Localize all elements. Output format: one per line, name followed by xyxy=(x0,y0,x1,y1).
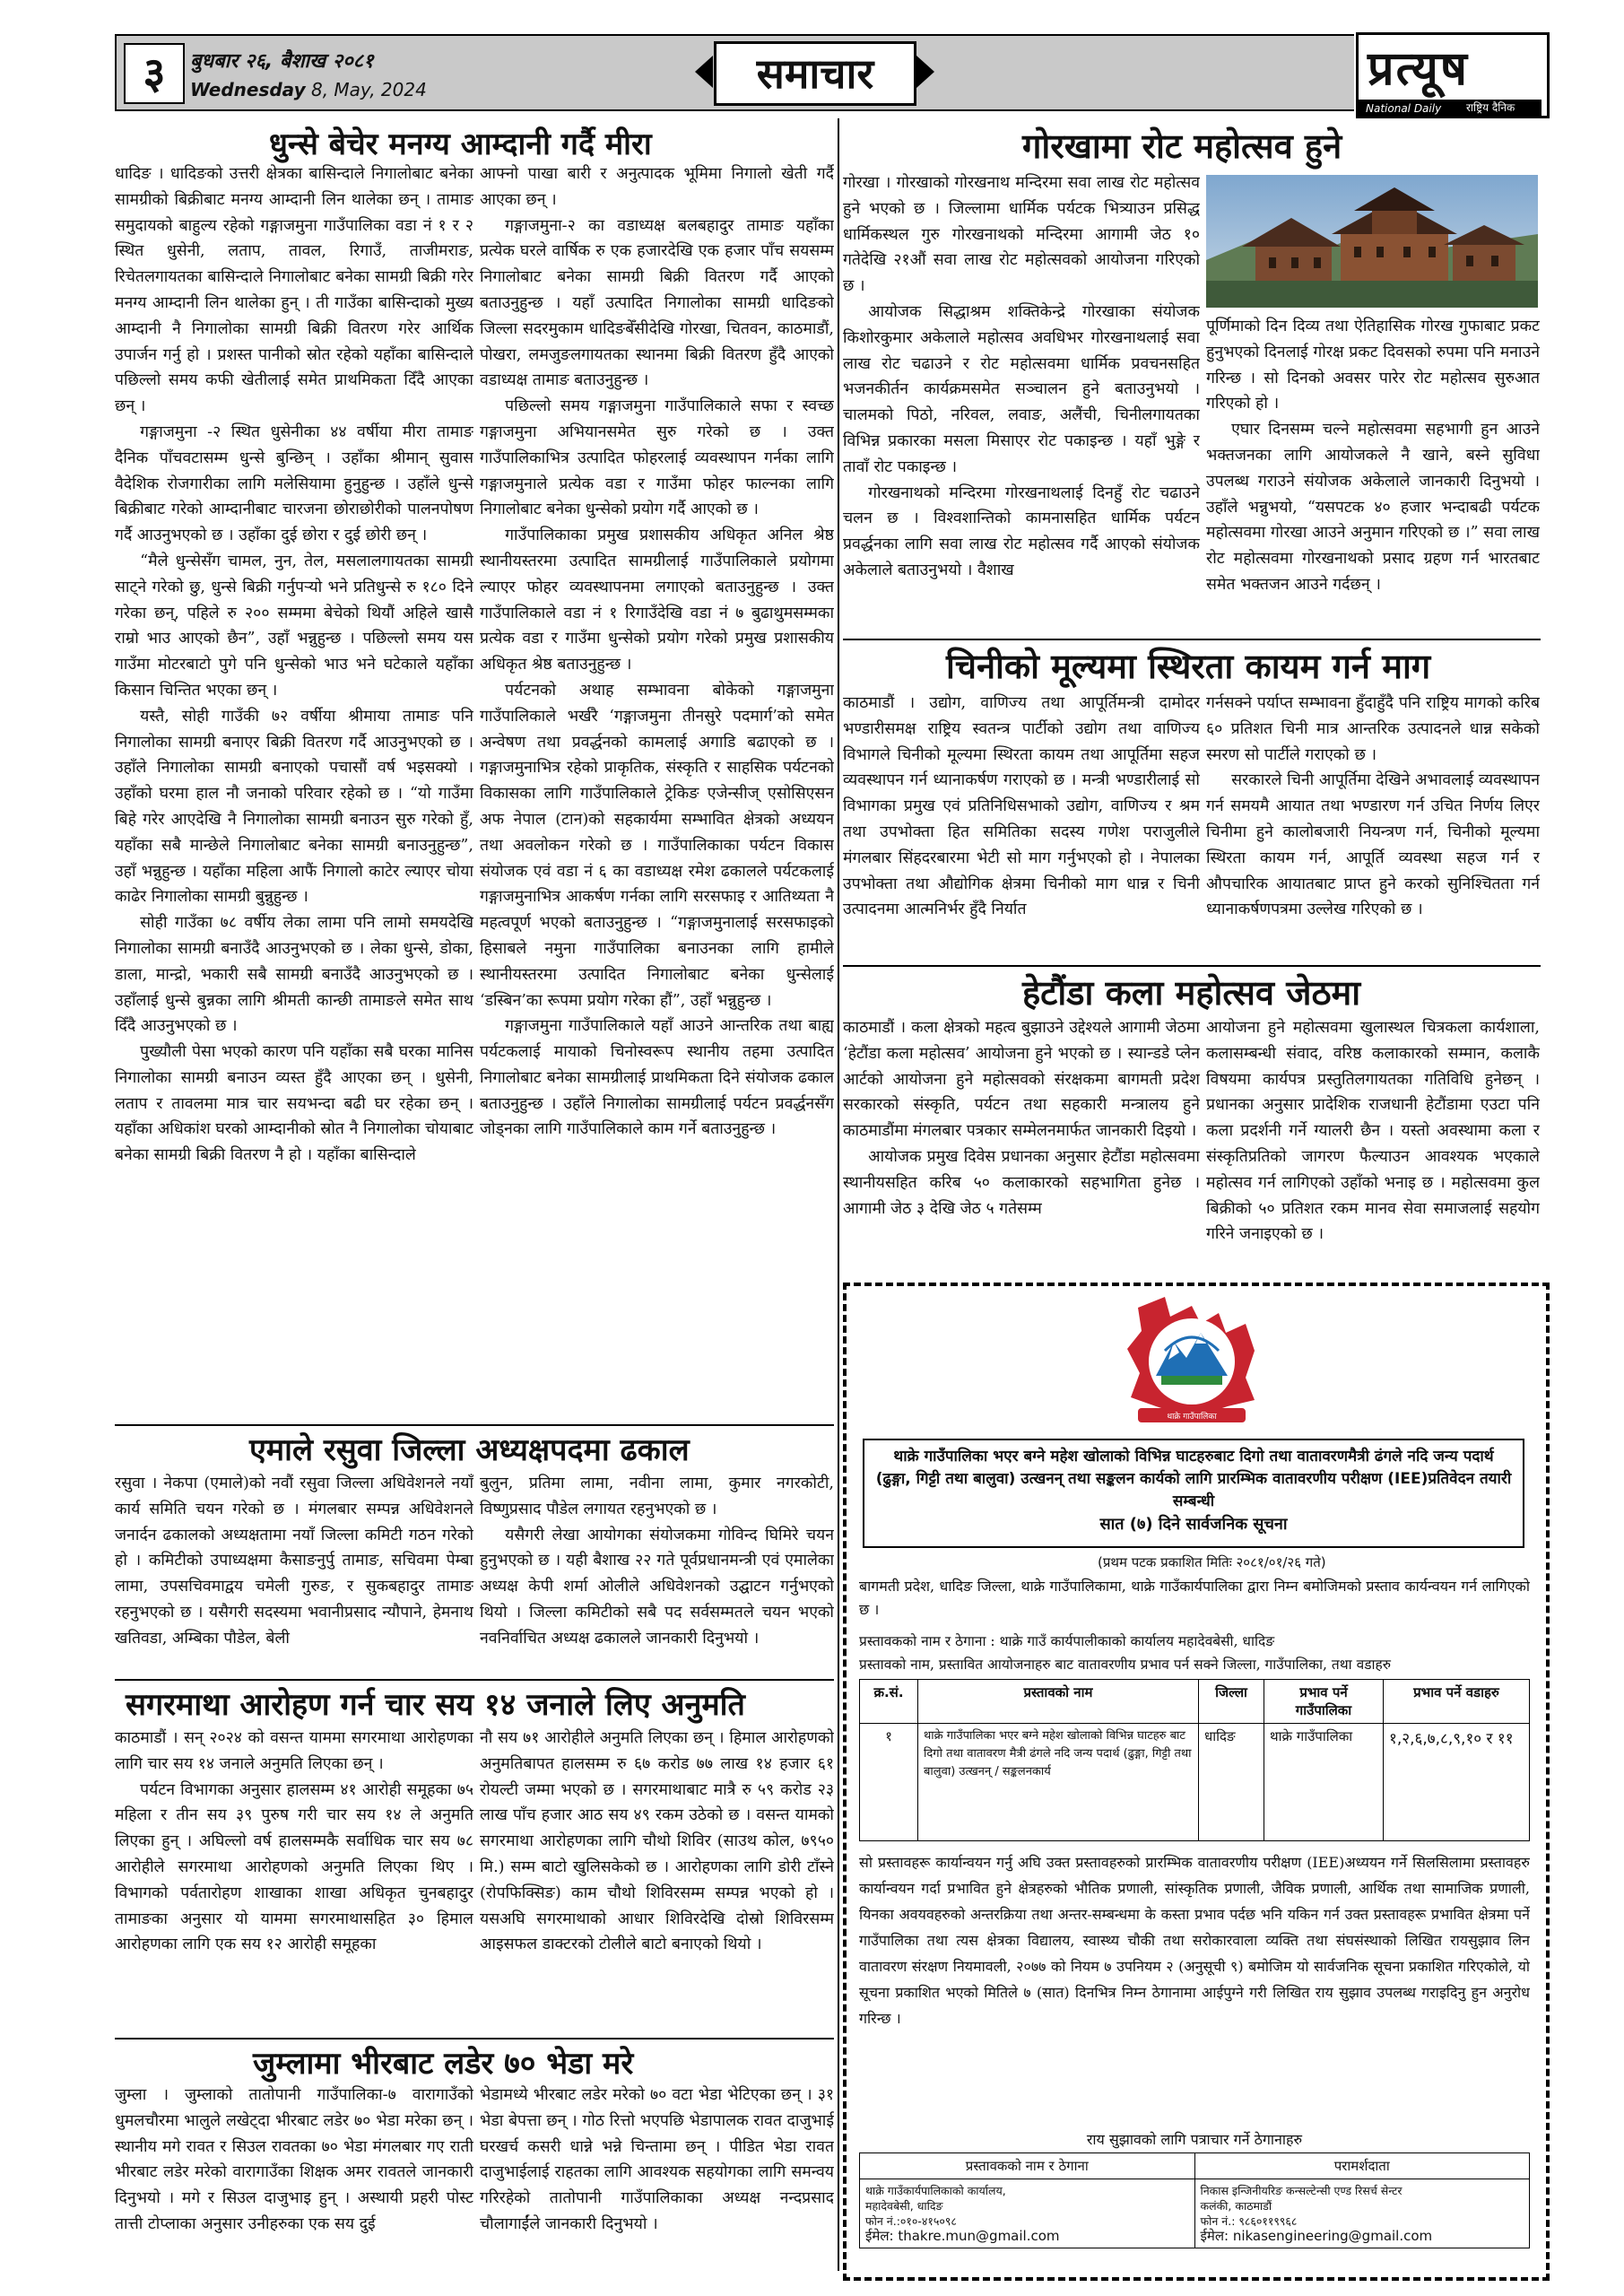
table-header: प्रभाव पर्ने गाउँपालिका xyxy=(1264,1680,1384,1724)
article-jumla-col2 xyxy=(480,2083,834,2266)
paragraph: गोरखनाथको मन्दिरमा गोरखनाथलाई दिनहुँ रोट चढाउने चलन छ । विश्वशान्तिको कामनासहित धार्मिक पर्यटन प्रवर्द्धनका लागि सवा लाख रोट महोत्सव गर्दै आएको संयोजक अकेलाले बताउनुभयो । वैशाख xyxy=(843,483,1200,579)
contact-email[interactable]: ईमेल: thakre.mun@gmail.com xyxy=(865,2228,1060,2244)
paragraph: “मैले धुन्सेसँग चामल, नुन, तेल, मसलालगायतका सामग्री साट्ने गरेको छु, धुन्से बिक्री गर्नुपर्‍यो भने प्रतिधुन्से रु १८० दिने गरेका छन्, पहिले रु २०० सम्ममा बेचेको थियौं अहिले खासै राम्रो भाउ आएको छैन”, उहाँ भन्नुहुन्छ । पछिल्लो समय यस गाउँमा मोटरबाटो पुगे पनि धुन्सेको भाउ भने घटेकाले यहाँका किसान चिन्तित भएका छन् । xyxy=(115,552,473,700)
paragraph: आयोजना हुने महोत्सवमा खुलास्थल चित्रकला कार्यशाला, कलासम्बन्धी संवाद, वरिष्ठ कलाकारको सम्मान, कलाकै विषयमा कार्यपत्र प्रस्तुतिलगायतका गतिविधि हुनेछन् । प्रधानका अनुसार प्रादेशिक राजधानी हेटौंडामा एउटा पनि कला प्रदर्शनी गर्ने ग्यालरी छैन । यस्तो अवस्थामा कला र संस्कृतिप्रतिको जागरण फैल्याउन आवश्यक भएकाले महोत्सव गर्न लागिएको उहाँको भनाइ छ । महोत्सवमा कुल बिक्रीको ५० प्रतिशत रकम मानव सेवा समाजलाई सहयोग गरिने जनाइएको छ । xyxy=(1206,1019,1540,1244)
table-row xyxy=(860,1724,1530,1841)
paragraph: सो प्रस्तावहरू कार्यान्वयन गर्नु अघि उक्त प्रस्तावहरुको प्रारम्भिक वातावरणीय परीक्षण (IEE)अध्ययन गर्ने सिलसिलामा प्रस्तावहरु कार्यान्वयन गर्दा प्रभावित हुने क्षेत्रहरुको भौतिक प्रणाली, सांस्कृतिक प्रणाली, जैविक प्रणाली, आर्थिक तथा सामाजिक प्रणाली, यिनका अवयवहरुको अन्तरक्रिया तथा अन्तर-सम्बन्धमा के कस्ता प्रभाव पर्दछ भनि यकिन गर्न उक्त प्रस्तावहरू प्रभावित क्षेत्रमा पर्ने गाउँपालिका तथा त्यस क्षेत्रका विद्यालय, स्वास्थ्य चौकी तथा सरोकारवाला व्यक्ति तथा संघसंस्थाको लिखित रायसुझाव लिन वातावरण संरक्षण नियमावली, २०७७ को नियम ७ उपनियम २ (अनुसूची ९) बमोजिम यो सार्वजनिक सूचना प्रकाशित गरिएकोले, यो सूचना प्रकाशित भएको मितिले ७ (सात) दिनभित्र निम्न ठेगानामा आईपुग्ने गरी लिखित राय सुझाव उपलब्ध गराइदिनु हुन अनुरोध गरिन्छ । xyxy=(859,1854,1530,2027)
arrow-left-icon xyxy=(695,56,713,88)
paragraph: पछिल्लो समय गङ्गाजमुना गाउँपालिकाले सफा र स्वच्छ गङ्गाजमुना अभियानसमेत सुरु गरेको छ । उक्त गाउँपालिकाभित्र उत्पादित फोहरलाई व्यवस्थापन गर्नका लागि गङ्गाजमुनाले प्रत्येक वडा र गाउँमा फोहर फाल्नका लागि निगालोबाट बनेका धुन्सेको प्रयोग गर्दै आएको छ । xyxy=(480,397,834,519)
date-english-rest: 8, May, 2024 xyxy=(310,79,427,100)
paragraph: पर्यटन विभागका अनुसार हालसम्म ४१ आरोही समूहका ७५ महिला र तीन सय ३९ पुरुष गरी चार सय १४ ले अनुमति लिएका हुन् । अघिल्लो वर्ष हालसम्मकै सर्वाधिक चार सय ७८ आरोहीले सगरमाथा आरोहणको अनुमति लिएका थिए । विभागको पर्वतारोहण शाखाका शाखा अधिकृत चुनबहादुर तामाङका अनुसार यो याममा सगरमाथासहित ३० हिमाल आरोहणका लागि एक सय १२ आरोही समूहका xyxy=(115,1780,473,1954)
contact-header-row xyxy=(860,2153,1530,2179)
contact-col2-head: परामर्शदाता xyxy=(1194,2153,1530,2179)
table-header: क्र.सं. xyxy=(860,1680,918,1724)
paragraph: सोही गाउँका ७८ वर्षीय लेका लामा पनि लामो समयदेखि निगालोका सामग्री बनाउँदै आउनुभएको छ । लेका धुन्से, डोका, डाला, मान्द्रो, भकारी सबै सामग्री बनाउँदै आउनुभएको छ । उहाँलाई धुन्से बुन्नका लागि श्रीमती कान्छी तामाङले समेत साथ दिँदै आउनुभएको छ । xyxy=(115,914,473,1036)
paragraph: आयोजक प्रमुख दिवेस प्रधानका अनुसार हेटौंडा महोत्सवमा स्थानीयसहित करिब ५० कलाकारको सहभागिता हुनेछ । आगामी जेठ ३ देखि जेठ ५ गतेसम्म xyxy=(843,1147,1200,1218)
logo-sub-en: National Daily xyxy=(1366,102,1442,115)
divider xyxy=(115,1424,834,1426)
paragraph: आफ्नो पाखा बारी र अनुत्पादक भूमिमा निगालो खेती गर्दै आएका छन् । xyxy=(480,165,834,209)
paragraph: एघार दिनसम्म चल्ने महोत्सवमा सहभागी हुन आउने भक्तजनका लागि आयोजकले नै खाने, बस्ने सुविधा उपलब्ध गराउने संयोजक अकेलाले जानकारी दिनुभयो । उहाँले भन्नुभयो, “यसपटक ४० हजार भन्दाबढी पर्यटक महोत्सवमा गोरखा आउने अनुमान गरिएको छ ।” सवा लाख रोट महोत्सवमा गोरखनाथको प्रसाद ग्रहण गर्न भारतबाट समेत भक्तजन आउने गर्दछन् । xyxy=(1206,421,1540,594)
table-cell: १,२,६,७,८,९,१० र ११ xyxy=(1384,1724,1530,1841)
logo-title: प्रत्यूष xyxy=(1368,41,1469,96)
paragraph: नौ सय ७१ आरोहीले अनुमति लिएका छन् । हिमाल आरोहणको अनुमतिबापत हालसम्म रु ६७ करोड ७७ लाख १४ हजार ६१ रोयल्टी जम्मा भएको छ । सगरमाथाबाट मात्रै रु ५९ करोड २३ लाख पाँच हजार आठ सय ४९ रकम उठेको छ । वसन्त यामको सगरमाथा आरोहणका लागि चौथो शिविर (साउथ कोल, ७९५० मि.) सम्म बाटो खुलिसकेको छ । आरोहणका लागि डोरी टाँस्ने (रोपफिक्सिङ) काम चौथो शिविरसम्म सम्पन्न भएको हो । यसअघि सगरमाथाको आधार शिविरदेखि दोस्रो शिविरसम्म आइसफल डाक्टरको टोलीले बाटो बनाएको थियो । xyxy=(480,1729,834,1954)
divider xyxy=(115,1679,834,1681)
article-dhunse-col1 xyxy=(115,161,473,1422)
headline-dhunse: धुन्से बेचेर मनग्य आम्दानी गर्दै मीरा xyxy=(269,126,652,162)
article-jumla-col1 xyxy=(115,2083,473,2266)
contact-table xyxy=(859,2152,1530,2248)
headline-emale: एमाले रसुवा जिल्ला अध्यक्षपदमा ढकाल xyxy=(249,1432,690,1468)
paragraph: यसैगरी लेखा आयोगका संयोजकमा गोविन्द घिमिरे चयन हुनुभएको छ । यही बैशाख २२ गते पूर्वप्रधानमन्त्री एवं एमालेका अध्यक्ष केपी शर्मा ओलीले अधिवेशनको उद्घाटन गर्नुभएको थियो । जिल्ला कमिटीको सबै पद सर्वसम्मतले चयन भएको नवनिर्वाचित अध्यक्ष ढकालले जानकारी दिनुभयो । xyxy=(480,1526,834,1648)
article-emale-col1 xyxy=(115,1471,473,1677)
paragraph: काठमाडौं । उद्योग, वाणिज्य तथा आपूर्तिमन्त्री दामोदर भण्डारीसमक्ष राष्ट्रिय स्वतन्त्र पार्टीको उद्योग तथा वाणिज्य विभागले चिनीको मूल्यमा स्थिरता कायम तथा आपूर्तिमा सहज व्यवस्थापन गर्न ध्यानाकर्षण गराएको छ । मन्त्री भण्डारीलाई सो विभागका प्रमुख एवं प्रतिनिधिसभाको उद्योग, वाणिज्य र श्रम तथा उपभोक्ता हित समितिका सदस्य गणेश पराजुलीले मंगलबार सिंहदरबारमा भेटी सो माग गर्नुभएको हो । नेपालका उपभोक्ता तथा औद्योगिक क्षेत्रमा चिनीको माग धान्न र चिनी उत्पादनमा आत्मनिर्भर हुँदै निर्यात xyxy=(843,694,1200,919)
paragraph: गङ्गाजमुना गाउँपालिकाले यहाँ आउने आन्तरिक तथा बाह्य पर्यटकलाई मायाको चिनोस्वरूप स्थानीय तहमा उत्पादित निगालोबाट बनेका सामग्रीलाई प्राथमिकता दिने संयोजक ढकाल बताउनुहुन्छ । उहाँले निगालोका सामग्रीलाई पर्यटन प्रवर्द्धनसँग जोड्नका लागि गाउँपालिकाले काम गर्ने बताउनुहुन्छ । xyxy=(480,1017,834,1139)
section-title: समाचार xyxy=(714,41,916,106)
table-header: प्रभाव पर्ने वडाहरु xyxy=(1384,1680,1530,1724)
date-english xyxy=(190,79,427,100)
contact-col1 xyxy=(860,2179,1195,2248)
article-gorkha-col1 xyxy=(843,170,1200,637)
divider xyxy=(843,639,1541,640)
contact-heading: राय सुझावको लागि पत्राचार गर्ने ठेगानाहरु xyxy=(1086,2131,1303,2148)
headline-sagarmatha: सगरमाथा आरोहण गर्न चार सय १४ जनाले लिए अनुमति xyxy=(126,1687,745,1723)
paragraph: आयोजक सिद्धाश्रम शक्तिकेन्द्रे गोरखाका संयोजक किशोरकुमार अकेलाले महोत्सव अवधिभर गोरखनाथलाई सवा लाख रोट चढाउने र रोट महोत्सवमा धार्मिक प्रवचनसहित भजनकीर्तन कार्यक्रमसमेत सञ्चालन हुने बताउनुभयो । चालमको पिठो, नरिवल, लवाङ, अलैंची, चिनीलगायतका विभिन्न प्रकारका मसला मिसाएर रोट पकाइन्छ । यहाँ भुङ्गे र तावाँ रोट पकाइन्छ । xyxy=(843,302,1200,476)
notice-publish-date: (प्रथम पटक प्रकाशित मितिः २०८१/०१/२६ गते) xyxy=(1098,1554,1326,1570)
paragraph: गर्नसक्ने पर्याप्त सम्भावना हुँदाहुँदै पनि राष्ट्रिय मागको करिब ६० प्रतिशत चिनी मात्र आन्तरिक उत्पादनले धान्न सकेको स्मरण सो पार्टीले गराएको छ । xyxy=(1206,694,1540,764)
public-notice xyxy=(843,1283,1550,2281)
contact-line: कलंकी, काठमाडौं xyxy=(1200,2199,1272,2213)
paragraph: पर्यटनको अथाह सम्भावना बोकेको गङ्गाजमुना गाउँपालिकाले भर्खरै ‘गङ्गाजमुना तीनसुरे पदमार्ग’को समेत अन्वेषण तथा प्रवर्द्धनको कामलाई अगाडि बढाएको छ । गङ्गाजमुनाभित्र रहेको प्राकृतिक, संस्कृति र साहसिक पर्यटनको विकासका लागि गाउँपालिकाले ट्रेकिङ एजेन्सीज् एसोसिएसन अफ नेपाल (टान)को सहकार्यमा सम्भावित क्षेत्रको अध्ययन तथा अवलोकन गरेको छ । गाउँपालिकाका पर्यटन विकास संयोजक एवं वडा नं ६ का वडाध्यक्ष रमेश ढकालले पर्यटकलाई गङ्गाजमुनाभित्र आकर्षण गर्नका लागि सरसफाइ र आतिथ्यता नै महत्वपूर्ण भएको बताउनुहुन्छ । “गङ्गाजमुनालाई सरसफाइको हिसाबले नमुना गाउँपालिका बनाउनका लागि हामीले स्थानीयस्तरमा उत्पादित निगालोबाट बनेका धुन्सेलाई ‘डस्बिन’का रूपमा प्रयोग गरेका हौं”, उहाँ भन्नुहुन्छ । xyxy=(480,681,834,1010)
notice-table xyxy=(859,1679,1530,1841)
paragraph: बुलुन, प्रतिमा लामा, नवीना लामा, कुमार नगरकोटी, विष्णुप्रसाद पौडेल लगायत रहनुभएको छ । xyxy=(480,1474,834,1518)
paragraph: पूर्णिमाको दिन दिव्य तथा ऐतिहासिक गोरख गुफाबाट प्रकट हुनुभएको दिनलाई गोरक्ष प्रकट दिवसको रुपमा पनि मनाउने गरिन्छ । सो दिनको अवसर पारेर रोट महोत्सव सुरुआत गरिएको हो । xyxy=(1206,317,1540,413)
article-hetauda-col2 xyxy=(1206,1015,1540,1275)
contact-line: फोन नं.: ९८६०११९९६८ xyxy=(1200,2214,1298,2228)
table-header: प्रस्तावको नाम xyxy=(918,1680,1199,1724)
notice-affected: प्रस्तावको नाम, प्रस्तावित आयोजनाहरु बाट वातावरणीय प्रभाव पर्न सक्ने जिल्ला, गाउँपालिका, तथा वडाहरु xyxy=(859,1657,1392,1673)
date-box xyxy=(115,34,468,111)
paragraph: सरकारले चिनी आपूर्तिमा देखिने अभावलाई व्यवस्थापन गर्न समयमै आयात तथा भण्डारण गर्न उचित निर्णय लिएर चिनीमा हुने कालोबजारी नियन्त्रण गर्न, चिनीको मूल्यमा स्थिरता कायम गर्न, आपूर्ति व्यवस्था सहज गर्न र औपचारिक आयातबाट प्राप्त हुने करको सुनिश्चितता गर्न ध्यानाकर्षणपत्रमा उल्लेख गरिएको छ । xyxy=(1206,771,1540,919)
paragraph: धादिङ । धादिङको उत्तरी क्षेत्रका बासिन्दाले निगालोबाट बनेका सामग्रीको बिक्रीबाट मनग्य आम्दानी लिन थालेका छन् । तामाङ समुदायको बाहुल्य रहेको गङ्गाजमुना गाउँपालिका वडा नं १ र २ स्थित धुसेनी, लताप, तावल, रिगाउँ, ताजीमराङ, रिचेतलगायतका बासिन्दाले निगालोबाट बनेका सामग्री बिक्री गरेर मनग्य आम्दानी लिन थालेका हुन् । ती गाउँका बासिन्दाको मुख्य आम्दानी नै निगालोका सामग्री बिक्री वितरण गरेर आर्थिक उपार्जन गर्नु हो । प्रशस्त पानीको स्रोत रहेको यहाँका बासिन्दाले पछिल्लो समय कफी खेतीलाई समेत प्राथमिकता दिँदै आएका छन् । xyxy=(115,165,473,416)
emblem-label: थाक्रे गाउँपालिका xyxy=(1167,1413,1217,1422)
contact-line: थाक्रे गाउँकार्यपालिकाको कार्यालय, xyxy=(865,2184,1006,2197)
article-emale-col2 xyxy=(480,1471,834,1677)
page-number: ३ xyxy=(124,43,185,104)
article-dhunse-col2 xyxy=(480,161,834,1422)
table-cell: थाक्रे गाउँपालिका भएर बग्ने महेश खोलाको विभिन्न घाटहरु बाट दिगो तथा वातावरण मैत्री ढंगले नदि जन्य पदार्थ (ढुङ्गा, गिट्टी तथा बालुवा) उत्खनन् / सङ्कलनकार्य xyxy=(918,1724,1199,1841)
temple-image xyxy=(1206,175,1538,308)
contact-email[interactable]: ईमेल: nikasengineering@gmail.com xyxy=(1200,2228,1433,2244)
notice-proposer: प्रस्तावकको नाम र ठेगाना : थाक्रे गाउँ कार्यपालीकाको कार्यालय महादेवबेसी, धादिङ xyxy=(859,1633,1275,1649)
divider xyxy=(843,965,1541,967)
paragraph: रसुवा । नेकपा (एमाले)को नवौं रसुवा जिल्ला अधिवेशनले नयाँ कार्य समिति चयन गरेको छ । मंगलबार सम्पन्न अधिवेशनले जनार्दन ढकालको अध्यक्षतामा नयाँ जिल्ला कमिटी गठन गरेको हो । कमिटीको उपाध्यक्षमा कैसाङनुर्पु तामाङ, सचिवमा पेम्बा लामा, उपसचिवमाद्वय चमेली गुरुङ, र सुकबहादुर तामाङ रहनुभएको छ । यसैगरी सदस्यमा भवानीप्रसाद न्यौपाने, हेमनाथ खतिवडा, अम्बिका पौडेल, बेली xyxy=(115,1474,473,1648)
table-cell: धादिङ xyxy=(1199,1724,1264,1841)
notice-subtitle: सात (७) दिने सार्वजनिक सूचना xyxy=(1099,1515,1288,1534)
article-sagarmatha-col2 xyxy=(480,1726,834,2035)
paragraph: काठमाडौं । कला क्षेत्रको महत्व बुझाउने उद्देश्यले आगामी जेठमा ‘हेटौंडा कला महोत्सव’ आयोजना हुने भएको छ । स्यान्डडे प्लेन आर्टको आयोजना हुने महोत्सवको संरक्षकमा बागमती प्रदेश सरकारको संस्कृति, पर्यटन तथा सहकारी मन्त्रालय हुने काठमाडौंमा मंगलबार पत्रकार सम्मेलनमार्फत जानकारी दिइयो । xyxy=(843,1019,1200,1141)
notice-body xyxy=(859,1849,1530,2118)
notice-intro: बागमती प्रदेश, धादिङ जिल्ला, थाक्रे गाउँपालिकामा, थाक्रे गाउँकार्यपालिका द्वारा निम्न बमोजिमको प्रस्ताव कार्यन्वयन गर्न लागिएको छ । xyxy=(859,1578,1530,1618)
headline-hetauda: हेटौंडा कला महोत्सव जेठमा xyxy=(1022,973,1361,1013)
article-chini-col1 xyxy=(843,691,1200,964)
column-divider xyxy=(838,118,839,2271)
notice-title-box xyxy=(863,1439,1524,1548)
contact-col1-head: प्रस्तावकको नाम र ठेगाना xyxy=(860,2153,1195,2179)
paragraph: जुम्ला । जुम्लाको तातोपानी गाउँपालिका-७ वारागाउँको धुमलचौरमा भालुले लखेट्दा भीरबाट लडेर ७० भेडा मरेका छन् । स्थानीय मगे रावत र सिउल रावतका ७० भेडा मंगलबार गए राती भीरबाट लडेर मरेको वारागाउँका शिक्षक अमर रावतले जानकारी दिनुभयो । मगे र सिउल दाजुभाइ हुन् । अस्थायी प्रहरी पोस्ट तात्ती टोप्लाका अनुसार उनीहरुका एक सय दुई xyxy=(115,2086,473,2233)
headline-gorkha: गोरखामा रोट महोत्सव हुने xyxy=(1022,126,1342,166)
paragraph: पुख्यौली पेसा भएको कारण पनि यहाँका सबै घरका मानिस निगालोका सामग्री बनाउन व्यस्त हुँदै आएका छन् । धुसेनी, लताप र तावलमा मात्र चार सयभन्दा बढी घर रहेका छन् । यहाँका अधिकांश घरको आम्दानीको स्रोत नै निगालोका चोयाबाट बनेका सामग्री बिक्री वितरण नै हो । यहाँका बासिन्दाले xyxy=(115,1043,473,1165)
paragraph: गङ्गाजमुना-२ का वडाध्यक्ष बलबहादुर तामाङ यहाँका प्रत्येक घरले वार्षिक रु एक हजारदेखि एक हजार पाँच सयसम्म निगालोबाट बनेका सामग्री बिक्री वितरण गर्दै आएको बताउनुहुन्छ । यहाँ उत्पादित निगालोका सामग्री धादिङको जिल्ला सदरमुकाम धादिङबेँसीदेखि गोरखा, चितवन, काठमाडौं, पोखरा, लमजुङलगायतका स्थानमा बिक्री वितरण हुँदै आएको वडाध्यक्ष तामाङ बताउनुहुन्छ । xyxy=(480,216,834,390)
masthead-logo xyxy=(1356,32,1550,118)
notice-title: थाक्रे गाउँपालिका भएर बग्ने महेश खोलाको विभिन्न घाटहरुबाट दिगो तथा वातावरणमैत्री ढंगले नदि जन्य पदार्थ (ढुङ्गा, गिट्टी तथा बालुवा) उत्खनन् तथा सङ्कलन कार्यको लागि प्रारम्भिक वातावरणीय परीक्षण (IEE)प्रतिवेदन तयारी सम्बन्धी xyxy=(875,1448,1512,1510)
contact-line: निकास इन्जिनीयरिङ कन्सल्टेन्सी एण्ड रिसर्च सेन्टर xyxy=(1200,2184,1403,2197)
date-english-day: Wednesday xyxy=(190,79,306,100)
contact-line: महादेवबेसी, धादिङ xyxy=(865,2199,943,2213)
arrow-right-icon xyxy=(916,56,934,88)
headline-jumla: जुम्लामा भीरबाट लडेर ७० भेडा मरे xyxy=(253,2046,634,2082)
paragraph: यस्तै, सोही गाउँकी ७२ वर्षीया श्रीमाया तामाङ पनि निगालोका सामग्री बनाएर बिक्री वितरण गर्दै आउनुभएको छ । उहाँले निगालोका सामग्री बनाएको पचासौं वर्ष भइसक्यो । उहाँको घरमा हाल नौ जनाको परिवार रहेको छ । “यो गाउँमा बिहे गरेर आएदेखि नै निगालोका सामग्री बनाउन सुरु गरेको हुँ, यहाँका सबै मान्छेले निगालोबाट बनेका सामग्री बनाउनुहुन्छ”, उहाँ भन्नुहुन्छ । यहाँका महिला आफैं निगालो काटेर ल्याएर चोया काढेर निगालोका सामग्री बुन्नुहुन्छ । xyxy=(115,707,473,907)
article-sagarmatha-col1 xyxy=(115,1726,473,2035)
logo-bar xyxy=(1359,100,1541,116)
table-header-row xyxy=(860,1680,1530,1724)
table-cell: १ xyxy=(860,1724,918,1841)
article-gorkha-col2 xyxy=(1206,314,1540,637)
contact-row xyxy=(860,2179,1530,2248)
paragraph: गङ्गाजमुना -२ स्थित धुसेनीका ४४ वर्षीया मीरा तामाङ दैनिक पाँचवटासम्म धुन्से बुन्छिन् । उहाँका श्रीमान् सुवास वैदेशिक रोजगारीका लागि मलेसियामा हुनुहुन्छ । उहाँले धुन्से बिक्रीबाट गरेको आम्दानीबाट चारजना छोराछोरीको पालनपोषण गर्दै आउनुभएको छ । उहाँका दुई छोरा र दुई छोरी छन् । xyxy=(115,422,473,545)
article-hetauda-col1 xyxy=(843,1015,1200,1275)
divider xyxy=(115,2038,834,2039)
gorkha-temple-photo xyxy=(1206,175,1538,308)
date-nepali: बुधबार २६, बैशाख २०८१ xyxy=(190,50,374,73)
headline-chini: चिनीको मूल्यमा स्थिरता कायम गर्न माग xyxy=(946,647,1431,686)
emblem xyxy=(1120,1297,1264,1431)
table-cell: थाक्रे गाउँपालिका xyxy=(1264,1724,1384,1841)
paragraph: गाउँपालिकाका प्रमुख प्रशासकीय अधिकृत अनिल श्रेष्ठ स्थानीयस्तरमा उत्पादित सामग्रीलाई गाउँपालिकाले प्रयोगमा ल्याएर फोहर व्यवस्थापनमा लगाएको बताउनुहुन्छ । उक्त गाउँपालिकाले वडा नं १ रिगाउँदेखि वडा नं ७ बुढाथुमसम्मका प्रत्येक वडा र गाउँमा धुन्सेको प्रयोग गरेको प्रमुख प्रशासकीय अधिकृत श्रेष्ठ बताउनुहुन्छ । xyxy=(480,526,834,674)
paragraph: भेडामध्ये भीरबाट लडेर मरेको ७० वटा भेडा भेटिएका छन् । ३१ भेडा बेपत्ता छन् । गोठ रित्तो भएपछि भेडापालक रावत दाजुभाई घरखर्च कसरी धान्ने भन्ने चिन्तामा छन् । पीडित भेडा रावत दाजुभाईलाई राहतका लागि आवश्यक सहयोगका लागि समन्वय गरिरहेको तातोपानी गाउँपालिकाका अध्यक्ष नन्दप्रसाद चौलागाईंले जानकारी दिनुभयो । xyxy=(480,2086,834,2233)
article-chini-col2 xyxy=(1206,691,1540,964)
contact-line: फोन नं.:०१०-४१५०९८ xyxy=(865,2214,957,2228)
logo-sub-np: राष्ट्रिय दैनिक xyxy=(1466,101,1515,114)
paragraph: गोरखा । गोरखाको गोरखनाथ मन्दिरमा सवा लाख रोट महोत्सव हुने भएको छ । जिल्लामा धार्मिक पर्यटक भित्र्याउन प्रसिद्ध धार्मिकस्थल गुरु गोरखनाथको मन्दिरमा आगामी जेठ १० गतेदेखि २१औं सवा लाख रोट महोत्सवको आयोजना गरिएको छ । xyxy=(843,174,1200,296)
table-header: जिल्ला xyxy=(1199,1680,1264,1724)
paragraph: काठमाडौं । सन् २०२४ को वसन्त याममा सगरमाथा आरोहणका लागि चार सय १४ जनाले अनुमति लिएका छन् । xyxy=(115,1729,473,1773)
contact-col2 xyxy=(1194,2179,1530,2248)
